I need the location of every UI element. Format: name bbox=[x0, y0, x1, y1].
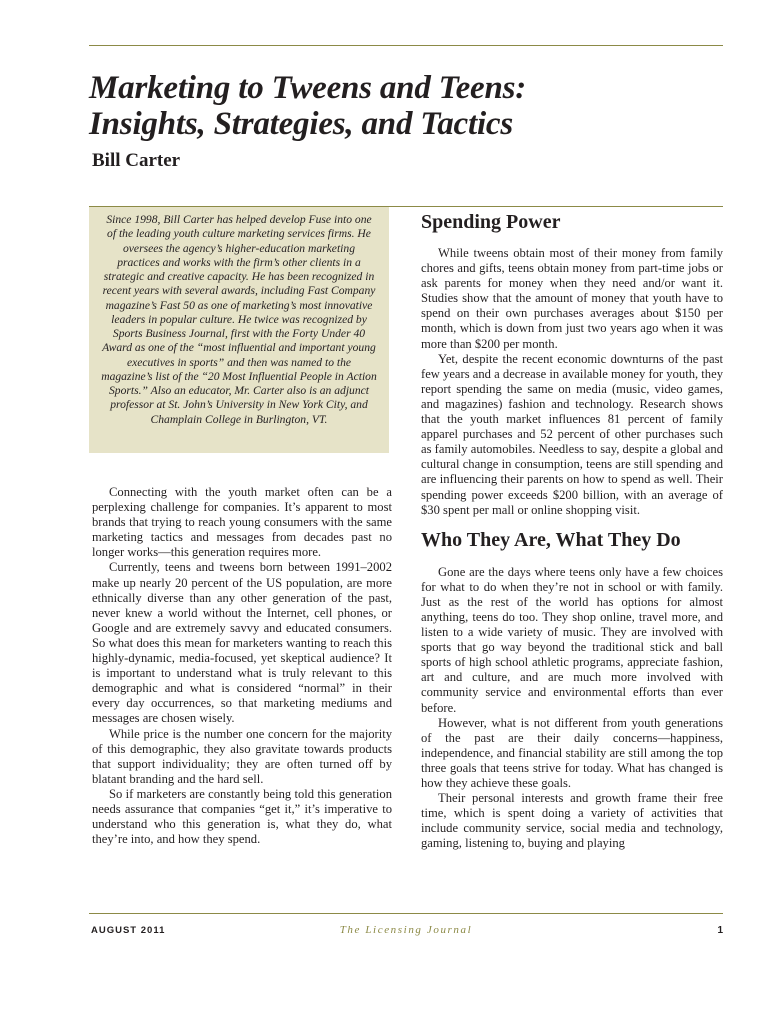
right-column bbox=[421, 210, 723, 851]
footer-rule bbox=[89, 913, 723, 914]
body-paragraph: Currently, teens and tweens born between 1991–2002 make up nearly 20 percent of the US population, are more ethnically diverse than any other generation of the past, never knew a world without the Internet, cell phones, or Google and are extremely savvy and educated consumers. So what does this mean for marketers wanting to reach this highly-dynamic, media-focused, yet skeptical audience? It is important to understand what is truly relevant to this demographic and what is considered “normal” in their every day occurrences, so that marketing mediums and messages are chosen wisely. bbox=[92, 560, 392, 726]
author-name: Bill Carter bbox=[92, 150, 181, 171]
issue-date: AUGUST 2011 bbox=[91, 925, 166, 936]
body-paragraph: Their personal interests and growth frame their free time, which is spent doing a variety of activities that include community service, social media and technology, gaming, listening to, buying and playing bbox=[421, 791, 723, 851]
body-paragraph: So if marketers are constantly being told this generation needs assurance that companies “get it,” it’s imperative to understand who this generation is, what they do, what they’re into, and how they spend. bbox=[92, 786, 392, 847]
left-column bbox=[92, 485, 392, 847]
journal-name: The Licensing Journal bbox=[339, 924, 473, 936]
body-paragraph: While tweens obtain most of their money from family chores and gifts, teens obtain money from part-time jobs or ask parents for money when they need and/or want it. Studies show that the amount of money that youth have to spend on their own purchases averages about $150 per month, which is down from just two years ago when it was more than $200 per month. bbox=[421, 246, 723, 351]
body-paragraph: Gone are the days where teens only have a few choices for what to do when they’re not in school or with family. Just as the rest of the world has options for almost anything, teens do too. They shop online, travel more, and listen to a wide variety of music. They are involved with sports that go way beyond the traditional stick and ball sports of high school athletic programs, appreciate fashion, art and culture, and are much more involved with community service and environmental efforts than ever before. bbox=[421, 564, 723, 715]
author-bio-text: Since 1998, Bill Carter has helped develop Fuse into one of the leading youth culture marketing services firms. He oversees the agency’s higher-education marketing practices and works with the firm’s other clients in a strategic and creative capacity. He has been recognized in recent years with several awards, including Fast Company magazine’s Fast 50 as one of marketing’s most innovative leaders in popular culture. He twice was recognized by Sports Business Journal, first with the Forty Under 40 Award as one of the “most influential and important young executives in sports” and then was named to the magazine’s list of the “20 Most Influential People in Action Sports.” Also an educator, Mr. Carter also is an adjunct professor at St. John’s University in New York City, and Champlain College in Burlington, VT. bbox=[101, 213, 377, 426]
article-title bbox=[89, 70, 729, 142]
top-rule bbox=[89, 45, 723, 46]
body-paragraph: While price is the number one concern for the majority of this demographic, they also gravitate towards products that support individuality; they are often turned off by blatant branding and the hard sell. bbox=[92, 726, 392, 786]
title-line-2: Insights, Strategies, and Tactics bbox=[89, 106, 514, 142]
section-heading-spending-power: Spending Power bbox=[421, 211, 561, 233]
body-paragraph: Yet, despite the recent economic downturns of the past few years and a decrease in available money for youth, they report spending the same on media (music, video games, and magazines) fashion and technology. Research shows that the youth market influences 81 percent of family apparel purchases and 52 percent of other purchases such as family automobiles. Needless to say, despite a global and cultural change in consumption, teens are still spending and are influencing their parents on how to spend as well. Their spending power exceeds $200 billion, with an average of $30 spent per mall or online shopping visit. bbox=[421, 351, 723, 517]
title-line-1: Marketing to Tweens and Teens: bbox=[89, 70, 527, 106]
section-heading-who-they-are: Who They Are, What They Do bbox=[421, 528, 681, 551]
page-number: 1 bbox=[717, 925, 723, 936]
author-bio-box bbox=[89, 207, 389, 453]
body-paragraph: However, what is not different from youth generations of the past are their daily concerns—happiness, independence, and financial stability are still among the top three goals that teens strive for today. What has changed is how they achieve these goals. bbox=[421, 715, 723, 790]
page-footer bbox=[89, 925, 723, 939]
body-paragraph: Connecting with the youth market often can be a perplexing challenge for companies. It’s apparent to most brands that trying to reach young consumers with the same marketing tactics and messages from decades past no longer works—this generation requires more. bbox=[92, 485, 392, 560]
